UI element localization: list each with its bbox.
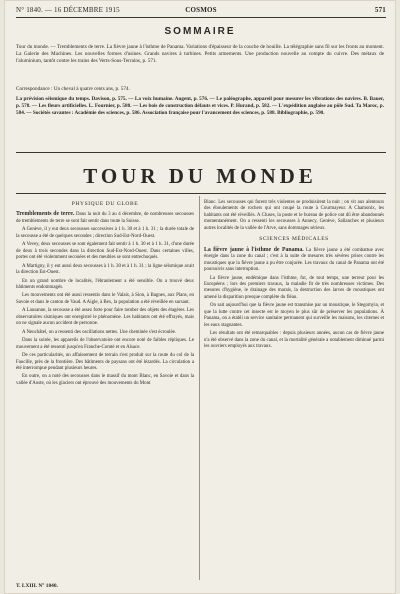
article-paragraph: La fièvre jaune, endémique dans l'isthme, fut, de tout temps, une terreur pour les Européens ; lors des premiers travaux, la maladie fit de très nombreuses victimes. Des mesures d'hygiène, le drainage des marais, la destruction des larves de moustiques ont amené la disparition presque complète du fléau. [204, 275, 384, 300]
volume-footer: T. LXIII. N° 1840. [16, 583, 58, 589]
article-paragraph: Les résultats ont été remarquables : depuis plusieurs années, aucun cas de fièvre jaune n'a été observé dans la zone du canal, et la mortalité générale a notablement diminué parmi les ouvriers employés aux travaux. [204, 331, 384, 350]
article-paragraph [204, 247, 384, 274]
sommaire-bottom-rule [16, 152, 386, 153]
article-paragraph: Dans la soirée, les appareils de l'observatoire ont encore noté de faibles répliques. Le mouvement a été ressenti jusqu'en Franche-Comté et en Alsace. [16, 338, 194, 350]
magazine-page [4, 0, 396, 594]
article-paragraph: A Martigny, il y eut aussi deux secousses à 1 h. 30 et à 1 h. 31 ; la ligne séismique avait la direction Est-Ouest. [16, 263, 194, 276]
article-paragraph: En outre, on a noté des secousses dans le massif du mont Blanc, en Savoie et dans la vallée d'Aoste, où les glaciers ont éprouvé des mouvements du Mont [16, 374, 194, 386]
article-paragraph: A Genève, il y eut deux secousses successives à 1 h. 30 et à 1 h. 31 ; la durée totale de la secousse a été de quelques secondes ; direction Sud-Est-Nord-Ouest. [16, 227, 194, 239]
sommaire-title: SOMMAIRE [164, 26, 236, 37]
right-column [204, 200, 384, 353]
sommaire-correspondance-text: Correspondance : Un cheval à quatre cents ans, p. 574. [16, 86, 130, 92]
sommaire-tour-text: Tour du monde. — Tremblements de terre. La fièvre jaune à l'isthme de Panama. Variations d'épaisseur de la couche de houille. La télégraphie sans fil sur les fronts au moment. La Galerie des Machines. Les nouvelles formes d'usines. Grands navires à turbines. Petits armements. Une production nouvelle au compte du cuivre. Des métaux de l'aluminium, tantôt contre les trains des Verts-Sous-Terrains, p. 571. [16, 44, 384, 64]
header-rule [16, 17, 386, 18]
issue-date: N° 1840. — 16 DÉCEMBRE 1915 [16, 6, 120, 14]
paragraph-text: La fièvre jaune a été combattue avec énergie dans la zone du canal ; c'est à la suite de mesures très sévères prises contre les moustiques que la fièvre jaune a pu être conjurée. Les travaux du canal de Panama ont été poursuivis sans interruption. [204, 247, 384, 273]
page-number: 571 [374, 6, 386, 14]
article-title-tremblements: Tremblements de terre. [16, 211, 75, 218]
running-head [16, 4, 386, 16]
section-heading-physique: PHYSIQUE DU GLOBE [71, 201, 139, 207]
article-paragraph: A Neuchâtel, on a ressenti des oscillations nettes. Une cheminée s'est écroulée. [22, 329, 177, 335]
sommaire-correspondance [16, 86, 384, 93]
sommaire-articles-text: La prévision séismique du temps. Davison, p. 575. — La voix humaine. Augent, p. 576. — Le paléographe, appareil pour mesurer les vibrations des navires. B. Bauer, p. 578. — Les fleurs artificielles. L. Fournier, p. 580. — Les bois de construction défauts et vices. P. Hurand, p. 582. — L'expédition anglaise au pôle Sud. Ta Maroc, p. 584. — Sociétés savantes : Académie des sciences, p. 586. Association française pour l'avancement des sciences, p. 588. Bibliographie, p. 590. [16, 96, 384, 116]
article-paragraph: On sait aujourd'hui que la fièvre jaune est transmise par un moustique, le Stegomyia, et que la lutte contre cet insecte est le moyen le plus sûr de préserver les populations. À Panama, on a établi un service sanitaire permanent qui surveille les maisons, les citernes et les eaux stagnantes. [204, 303, 384, 328]
article-paragraph [16, 211, 194, 225]
article-title-fievre-jaune: La fièvre jaune à l'isthme de Panama. [204, 246, 304, 253]
paragraph-text: Dans la nuit du 3 au 4 décembre, de nombreuses secousses de tremblements de terre se sont fait sentir dans toute la Suisse. [16, 212, 194, 224]
left-column [16, 200, 194, 389]
article-paragraph: A Vevey, deux secousses se sont également fait sentir à 1 h. 30 et à 1 h. 31, d'une durée de deux à trois secondes dans la direction Sud-Est-Nord-Ouest. Dans certaines villes, portes ont été violemment secouées et des meubles se sont entrechoqués. [16, 242, 194, 261]
sommaire-tour-du-monde [16, 44, 384, 65]
title-rule [16, 193, 386, 194]
main-title: TOUR DU MONDE [83, 164, 317, 188]
article-paragraph: De ces particularités, un affaissement de terrain s'est produit sur la route du col de la Faucille, près de la frontière. Des bâtiments de paysans ont été lézardés. La circulation a été interrompue pendant plusieurs heures. [16, 353, 194, 371]
article-paragraph: A Lausanne, la secousse a été assez forte pour faire tomber des objets des étagères. Les observatoires sismiques ont enregistré le phénomène. Les habitants ont été effrayés, mais on ne signale aucun accident de personne. [16, 308, 194, 327]
column-divider [199, 196, 200, 580]
article-paragraph: En un grand nombre de localités, l'ébranlement a été sensible. On a trouvé deux bâtiments endommagés. [16, 278, 194, 290]
sommaire-articles [16, 96, 384, 117]
article-paragraph: Les mouvements ont été aussi ressentis dans le Valais, à Sion, à Bagnes, aux Plans, en Savoie et dans le canton de Vaud. A Aigle, à Bex, la population a été réveillée en sursaut. [16, 293, 194, 305]
section-heading-medicales: SCIENCES MÉDICALES [259, 236, 329, 243]
article-paragraph: Blanc. Les secousses qui furent très violentes se produisirent la nuit ; on vit aux alentours des éboulements de rochers qui ont coupé la route à Courmayeur. A Chamonix, les habitants ont été réveillés. A Cluses, la poste et le bureau de police ont dû être abandonnés momentanément. On a ressenti les secousses à Annecy, Genève, Sallanches et plusieurs autres localités de la vallée de l'Arve, sans dommages sérieux. [204, 200, 384, 231]
journal-name: COSMOS [185, 6, 217, 14]
